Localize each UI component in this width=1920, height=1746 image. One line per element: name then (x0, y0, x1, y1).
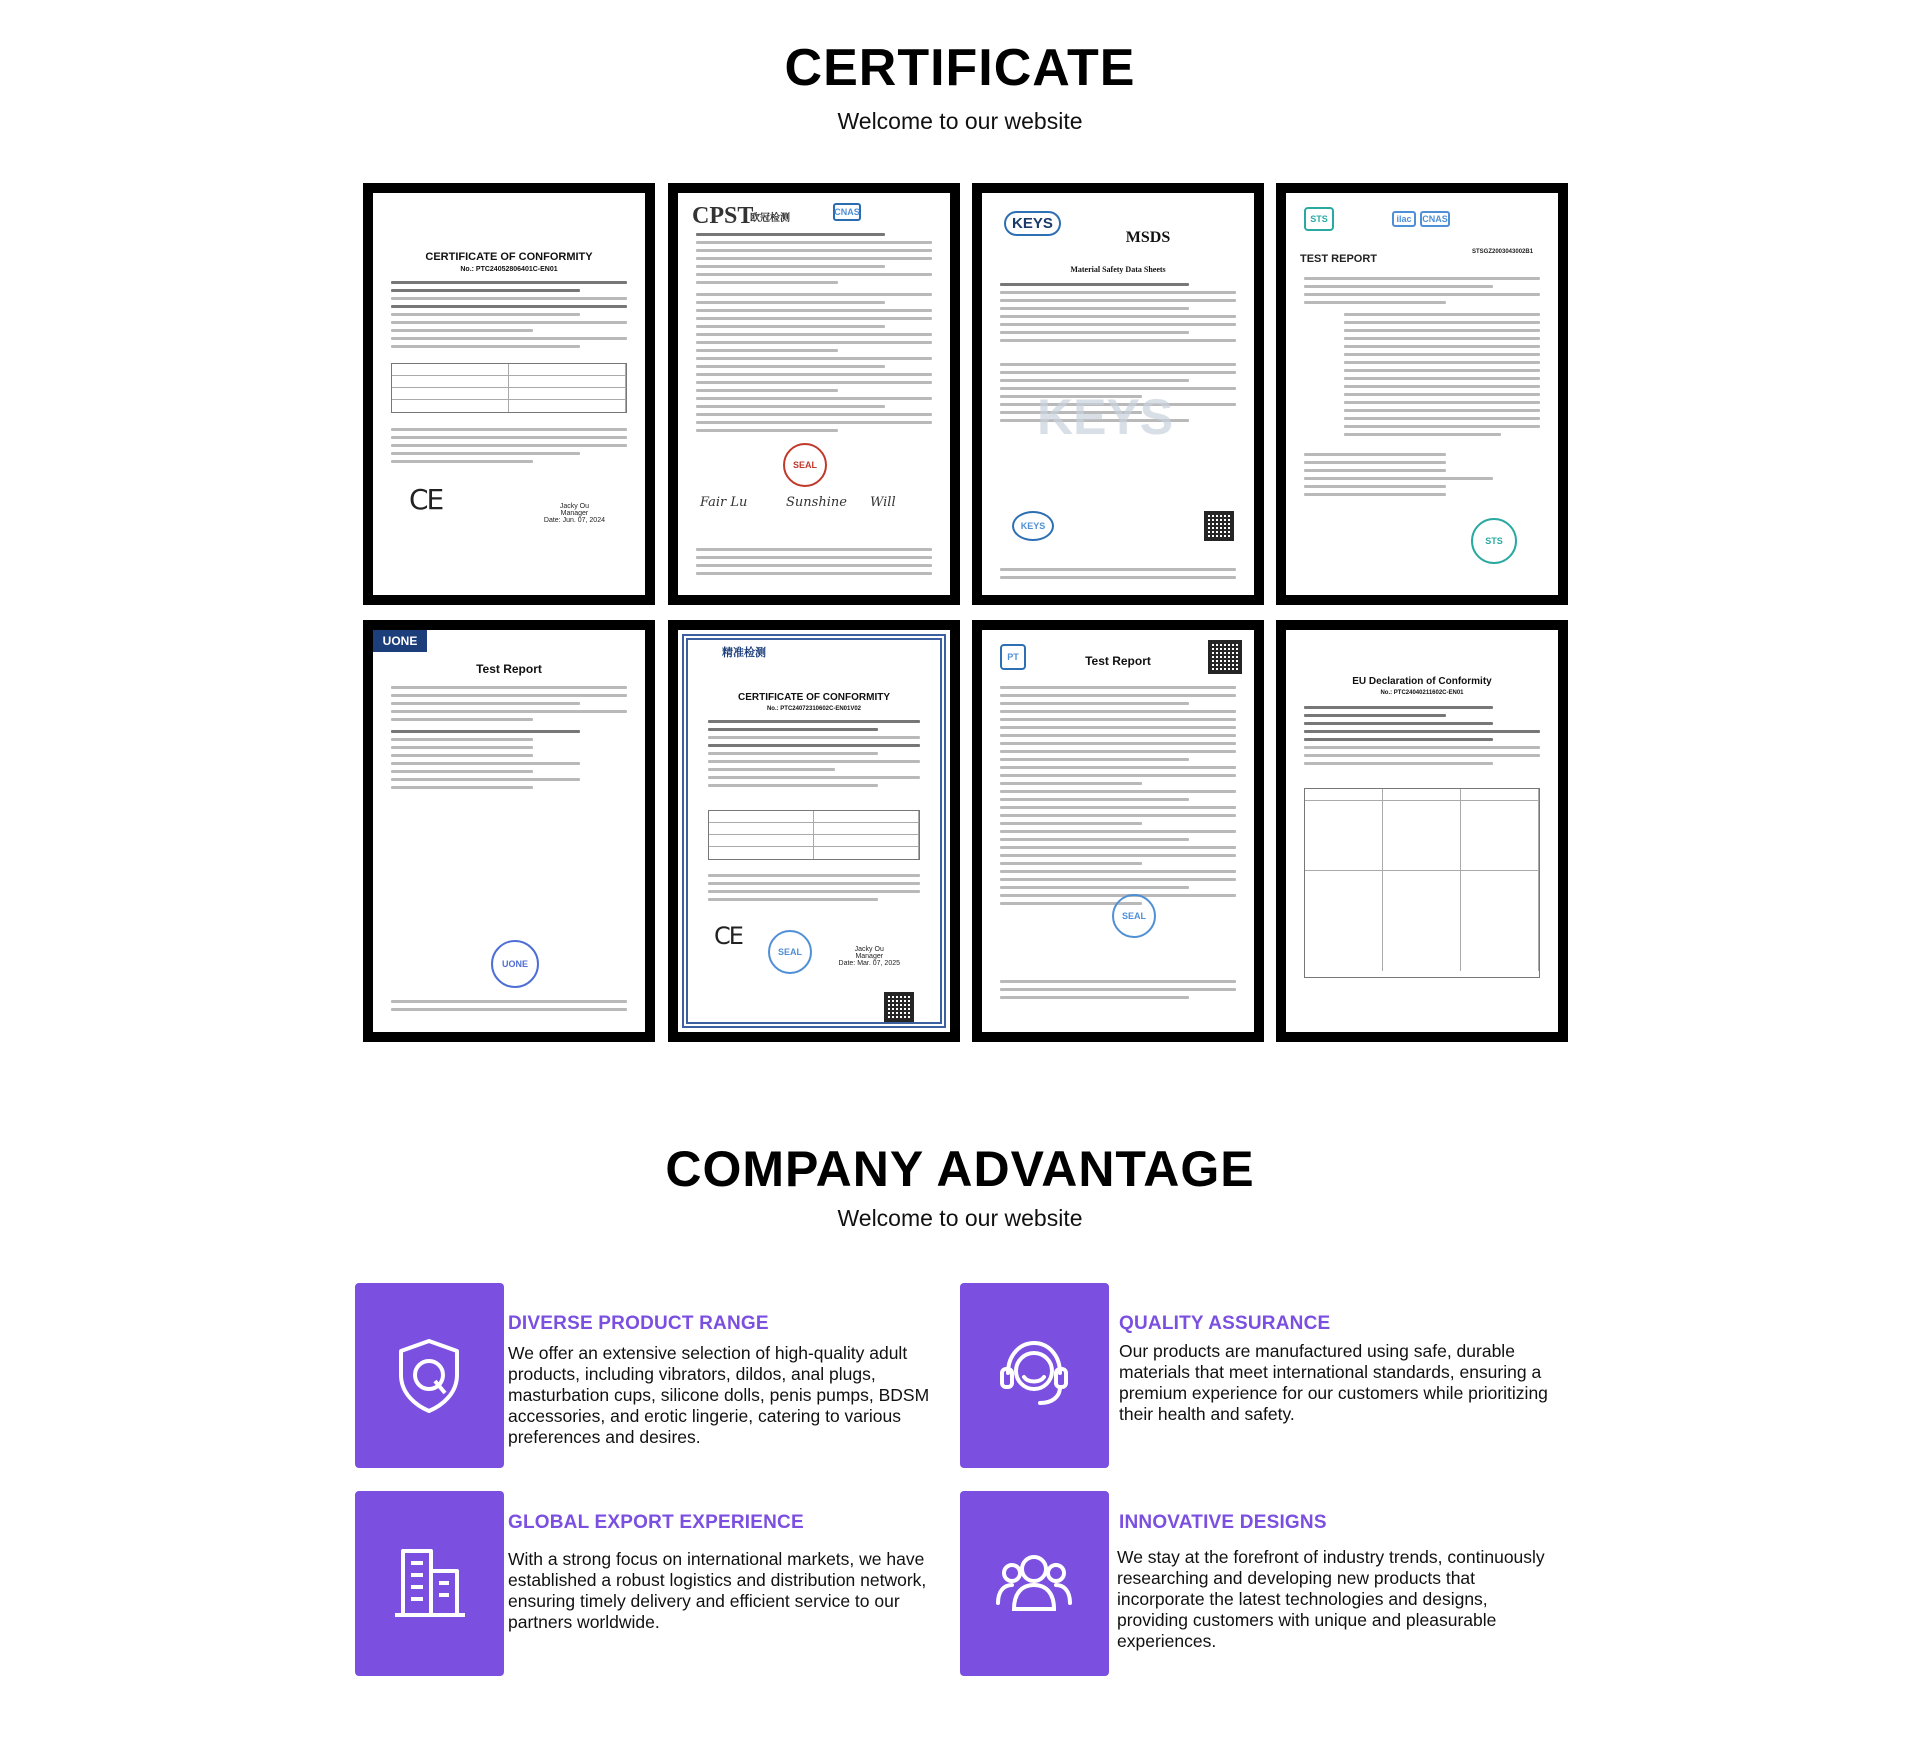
report-number: STSGZ2003043002B1 (1472, 249, 1534, 255)
ilac-logo-icon: ilac (1392, 211, 1416, 227)
blue-seal-icon: SEAL (768, 930, 812, 974)
doc-heading: CERTIFICATE OF CONFORMITY (425, 251, 593, 263)
certificate-image-ce-conformity[interactable] (363, 183, 655, 605)
doc-heading: MSDS (1125, 229, 1171, 246)
keys-watermark: KEYS (1037, 389, 1174, 445)
advantage-heading-quality-assurance: QUALITY ASSURANCE (1119, 1313, 1331, 1334)
certificate-subtitle: Welcome to our website (837, 108, 1083, 134)
doc-number: No.: PTC24052806401C-EN01 (460, 266, 558, 273)
advantage-heading-innovative-designs: INNOVATIVE DESIGNS (1119, 1512, 1327, 1533)
doc-heading: TEST REPORT (1300, 253, 1378, 265)
advantage-text-quality-assurance: Our products are manufactured using safe, durable materials that meet international standards, ensuring a premium experience for our customers while prioritizing their health and safety. (1119, 1341, 1548, 1424)
red-seal-icon: SEAL (783, 443, 827, 487)
certificate-image-test-report-2[interactable] (972, 620, 1264, 1042)
signature-2: Sunshine (786, 495, 847, 510)
signer-name: Jacky Ou (854, 946, 884, 953)
certificate-image-test-report-sts[interactable] (1276, 183, 1568, 605)
certificate-image-cpst[interactable] (668, 183, 960, 605)
cnas-logo-icon: CNAS (1420, 211, 1450, 227)
qr-code-icon (1208, 640, 1242, 674)
qr-code-icon (1204, 511, 1234, 541)
advantage-text-global-export-experience: With a strong focus on international markets, we have established a robust logistics and distribution network, ensuring timely delivery and efficient service to our partners worldwide. (508, 1549, 927, 1632)
signer-role: Manager (855, 953, 884, 960)
headset-icon (960, 1283, 1109, 1468)
qr-code-icon (884, 992, 914, 1022)
doc-heading: EU Declaration of Conformity (1352, 676, 1492, 687)
sts-approval-seal-icon: STS (1471, 518, 1517, 564)
advantage-text-diverse-product-range: We offer an extensive selection of high-quality adult products, including vibrators, dildos, anal plugs, masturbation cups, silicone dolls, penis pumps, BDSM accessories, and erotic lingerie, catering to various preferences and desires. (508, 1343, 930, 1447)
advantage-title: COMPANY ADVANTAGE (665, 1141, 1255, 1197)
signature-3: Will (870, 495, 896, 510)
certificate-title: CERTIFICATE (784, 39, 1136, 97)
certificate-image-uone-test-report[interactable] (363, 620, 655, 1042)
signer-name: Jacky Ou (559, 503, 590, 510)
certificate-image-eu-declaration[interactable] (1276, 620, 1568, 1042)
doc-number: No.: PTC24040211602C-EN01 (1380, 690, 1464, 696)
doc-date: Date: Mar. 07, 2025 (838, 960, 900, 967)
keys-logo: KEYS (1004, 211, 1061, 236)
certificate-image-precise-testing-ce[interactable] (668, 620, 960, 1042)
keys-seal-icon: KEYS (1012, 511, 1054, 541)
certificate-image-msds[interactable] (972, 183, 1264, 605)
buildings-icon (355, 1491, 504, 1676)
shield-q-icon (355, 1283, 504, 1468)
signature-1: Fair Lu (700, 495, 748, 510)
doc-number: No.: PTC24072310602C-EN01V02 (766, 706, 862, 712)
doc-heading: Test Report (476, 662, 542, 676)
signer-role: Manager (560, 510, 589, 517)
cpst-logo: CPST (692, 203, 754, 229)
doc-date: Date: Jun. 07, 2024 (543, 517, 605, 524)
users-icon (960, 1491, 1109, 1676)
sts-logo-icon: STS (1304, 207, 1334, 231)
advantage-subtitle: Welcome to our website (837, 1205, 1083, 1231)
uone-logo: UONE (373, 630, 427, 652)
ce-mark: CE (714, 922, 742, 950)
doc-subheading: Material Safety Data Sheets (1070, 265, 1166, 274)
advantage-heading-diverse-product-range: DIVERSE PRODUCT RANGE (508, 1313, 769, 1334)
doc-heading: Test Report (1085, 654, 1151, 668)
cpst-logo-cn: 欧冠检测 (750, 213, 790, 224)
cnas-logo-icon: CNAS (833, 203, 861, 221)
lab-logo-icon: PT (1000, 644, 1026, 670)
doc-heading: CERTIFICATE OF CONFORMITY (737, 692, 891, 703)
advantage-text-innovative-designs: We stay at the forefront of industry trends, continuously researching and developing new products that incorporate the latest technologies and designs, providing customers with unique and pleasurable experiences. (1117, 1547, 1545, 1651)
ce-mark: CE (409, 483, 443, 516)
advantage-heading-global-export-experience: GLOBAL EXPORT EXPERIENCE (508, 1512, 804, 1533)
uone-seal-icon: UONE (491, 940, 539, 988)
precise-testing-logo: 精准检测 (722, 647, 766, 659)
blue-seal-icon: SEAL (1112, 894, 1156, 938)
